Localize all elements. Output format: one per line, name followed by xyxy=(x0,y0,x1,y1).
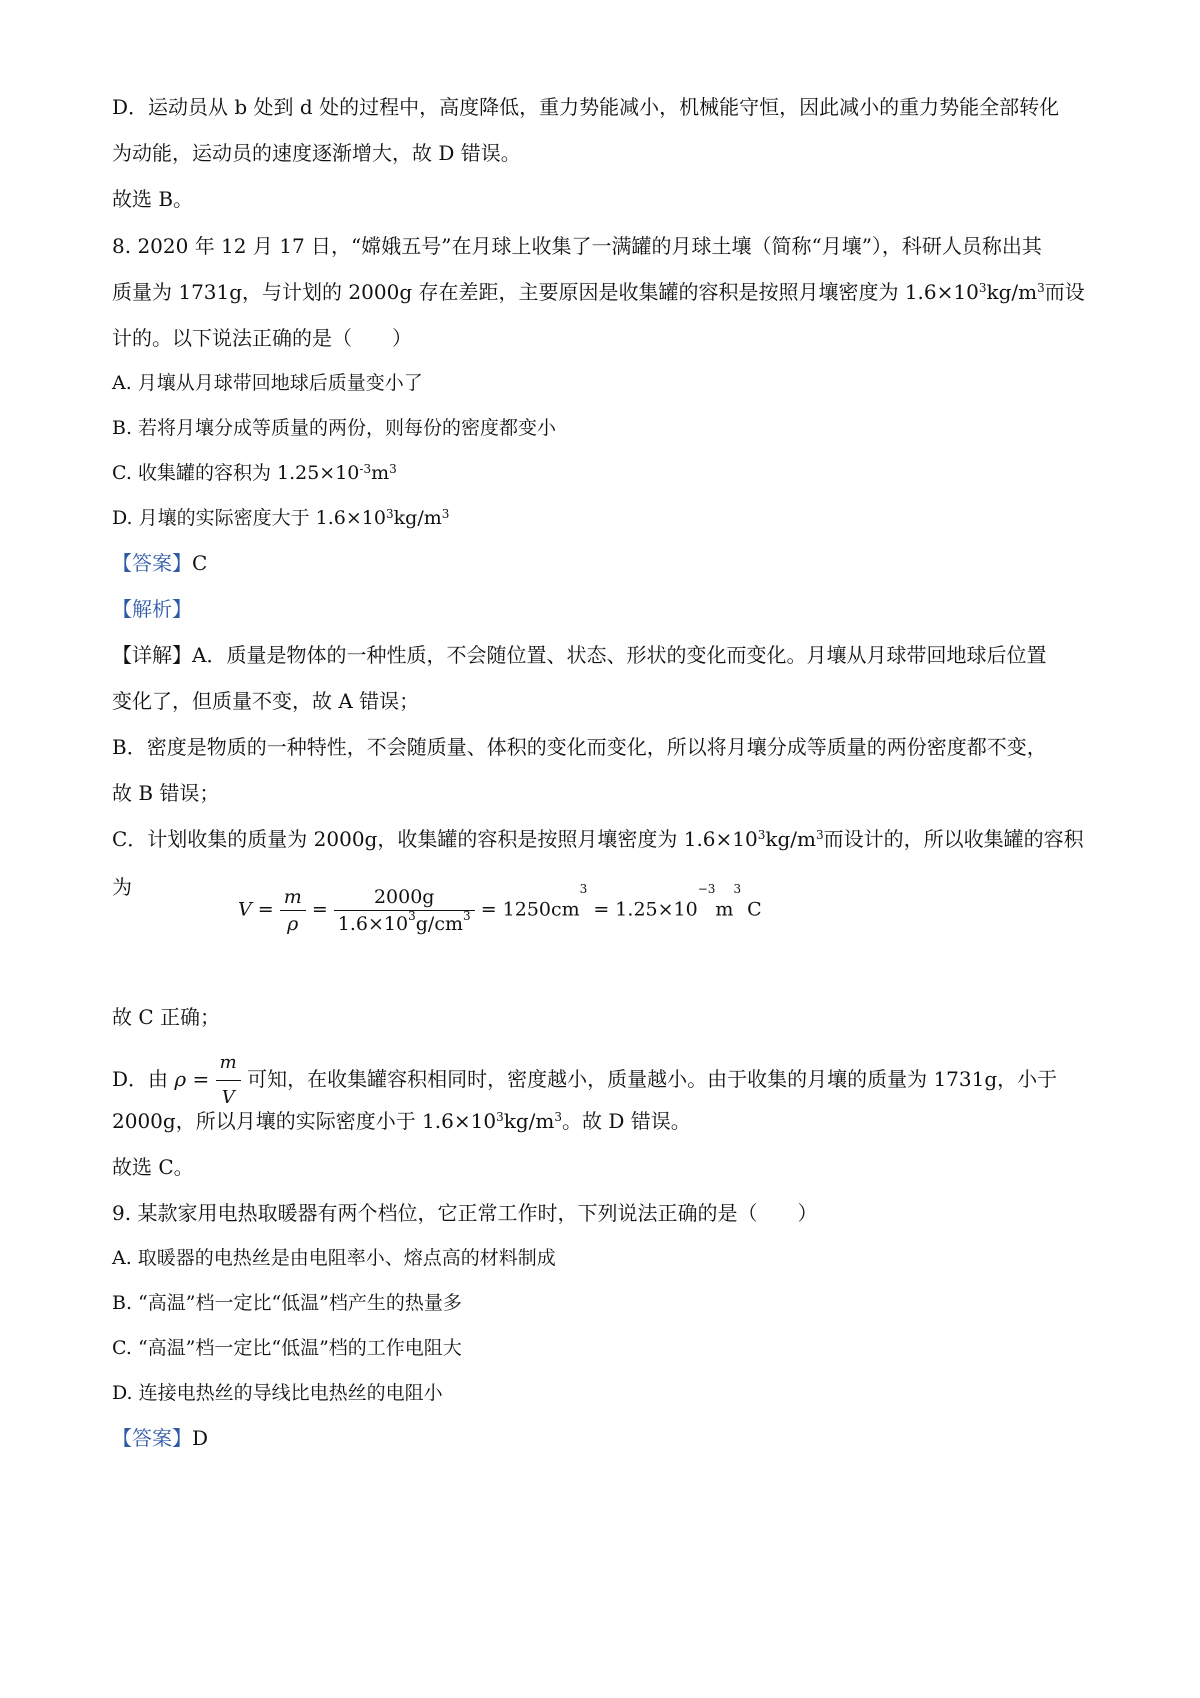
q8-option-b: B. 若将月壤分成等质量的两份，则每份的密度都变小 xyxy=(112,417,557,439)
answer-tag: 【答案】 xyxy=(112,551,192,575)
line-q7-d: D．运动员从 b 处到 d 处的过程中，高度降低，重力势能减小，机械能守恒，因此减小的重力势能全部转化 xyxy=(112,95,1060,119)
line-q7-select: 故选 B。 xyxy=(112,187,194,211)
line-q7-d-cont: 为动能，运动员的速度逐渐增大，故 D 错误。 xyxy=(112,141,521,165)
q9-option-a: A. 取暖器的电热丝是由电阻率小、熔点高的材料制成 xyxy=(112,1247,556,1269)
q8-option-d: D. 月壤的实际密度大于 $1.6\times 10^3kg/m^3$ xyxy=(112,507,450,529)
q9-option-d: D. 连接电热丝的导线比电热丝的电阻小 xyxy=(112,1382,443,1404)
detail-line3: B．密度是物质的一种特性，不会随质量、体积的变化而变化，所以将月壤分成等质量的两份密度都不变， xyxy=(112,735,1047,759)
detail-line2: 变化了，但质量不变，故 A 错误； xyxy=(112,689,420,713)
detail-line4: 故 B 错误； xyxy=(112,781,220,805)
q8-option-c: C. 收集罐的容积为 $1.25\times 10^{-3}m^3$ xyxy=(112,462,397,484)
q8-stem-line2: 质量为 1731g，与计划的 2000g 存在差距，主要原因是收集罐的容积是按照月壤密度为 $1.6\times 10^3kg/m^3$而设 xyxy=(112,280,1085,304)
detail-line1: 【详解】A．质量是物体的一种性质，不会随位置、状态、形状的变化而变化。月壤从月球带回地球后位置 xyxy=(112,643,1047,667)
detail-line6: 为 xyxy=(112,875,132,899)
q8-answer: 【答案】C xyxy=(112,551,208,575)
q9-option-b: B. “高温”档一定比“低温”档产生的热量多 xyxy=(112,1292,462,1314)
detail-line5: C．计划收集的质量为 2000g，收集罐的容积是按照月壤密度为 $1.6\times 10^3kg/m^3$而设计的，所以收集罐的容积 xyxy=(112,827,1084,851)
volume-equation: V = $\frac{m}{\rho}$ = $\frac{2000g}{1.6\times 10^3g/cm^3}$ = $1250cm^3 = 1.25\times 10^{-3}m^3$ C xyxy=(238,882,762,935)
q9-option-c: C. “高温”档一定比“低温”档的工作电阻大 xyxy=(112,1337,462,1359)
q8-option-a: A. 月壤从月球带回地球后质量变小了 xyxy=(112,372,423,394)
detail-select: 故选 C。 xyxy=(112,1155,194,1179)
detail-line-d: D．由 ρ = $\frac{m}{V}$ 可知，在收集罐容积相同时，密度越小，质量越小。由于收集的月壤的质量为 1731g，小于 xyxy=(112,1048,1057,1113)
detail-line-d-cont: 2000g，所以月壤的实际密度小于 $1.6\times 10^3kg/m^3$。故 D 错误。 xyxy=(112,1109,691,1133)
analysis-tag: 【解析】 xyxy=(112,597,192,621)
q9-answer: 【答案】D xyxy=(112,1426,209,1450)
q9-stem: 9. 某款家用电热取暖器有两个档位，它正常工作时，下列说法正确的是（ ） xyxy=(112,1201,818,1225)
detail-line-c-correct: 故 C 正确； xyxy=(112,1005,221,1029)
q8-stem-line1: 8. 2020 年 12 月 17 日，“嫦娥五号”在月球上收集了一满罐的月球土壤（简称“月壤”），科研人员称出其 xyxy=(112,234,1042,258)
answer-tag: 【答案】 xyxy=(112,1426,192,1450)
q8-stem-line3: 计的。以下说法正确的是（ ） xyxy=(112,326,412,350)
